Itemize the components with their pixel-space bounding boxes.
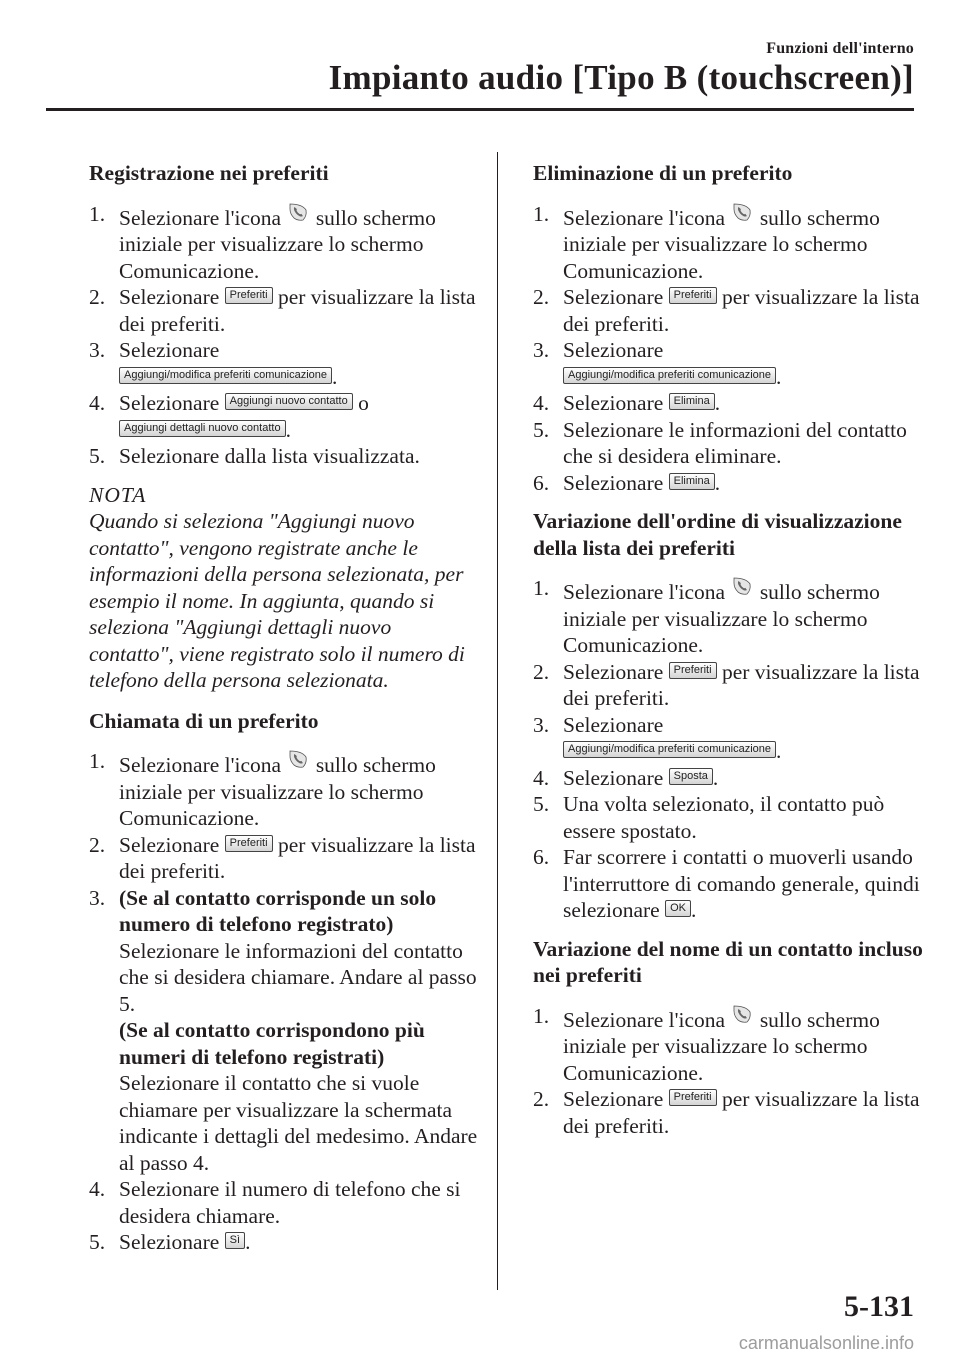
step-number: 5. bbox=[533, 792, 550, 816]
step-text: Far scorrere i contatti o muoverli usando l'interruttore di comando generale, quindi selezionare bbox=[563, 845, 920, 922]
step-text: . bbox=[776, 739, 782, 763]
step-number: 3. bbox=[533, 712, 550, 737]
si-button: Sì bbox=[225, 1232, 245, 1249]
step-number: 5. bbox=[89, 1230, 106, 1254]
step-number: 2. bbox=[89, 285, 106, 309]
elimina-button: Elimina bbox=[669, 473, 715, 490]
section-title-variazione-nome: Variazione del nome di un contatto incluso nei preferiti bbox=[533, 936, 923, 987]
step-text: Selezionare dalla lista visualizzata. bbox=[119, 444, 420, 468]
step-text: Selezionare le informazioni del contatto che si desidera chiamare. Andare al passo 5. bbox=[119, 938, 477, 1016]
left-column bbox=[89, 160, 479, 1256]
note-label: NOTA bbox=[89, 482, 147, 507]
phone-icon bbox=[731, 201, 753, 223]
step-text: Selezionare bbox=[119, 391, 225, 415]
step-item bbox=[89, 201, 479, 285]
step-text: Selezionare bbox=[119, 1230, 225, 1254]
step-item bbox=[89, 443, 479, 470]
header-divider bbox=[46, 108, 914, 111]
step-number: 4. bbox=[89, 391, 106, 415]
step-text: Selezionare l'icona bbox=[563, 205, 731, 230]
step-text: Selezionare bbox=[563, 338, 664, 362]
step-number: 3. bbox=[89, 885, 106, 910]
step-text: sullo schermo iniziale per visualizzare lo schermo Comunicazione. bbox=[119, 753, 436, 830]
aggiungi-dettagli-nuovo-contatto-button: Aggiungi dettagli nuovo contatto bbox=[119, 420, 286, 437]
step-text: sullo schermo iniziale per visualizzare lo schermo Comunicazione. bbox=[119, 205, 436, 283]
preferiti-button: Preferiti bbox=[669, 287, 717, 304]
step-number: 1. bbox=[533, 1003, 550, 1028]
step-item bbox=[533, 1003, 923, 1087]
step-text: . bbox=[776, 364, 782, 389]
step-item bbox=[533, 659, 923, 712]
step-number: 4. bbox=[533, 765, 550, 790]
step-text: . bbox=[690, 898, 697, 922]
step-item bbox=[533, 390, 923, 417]
step-number: 5. bbox=[89, 444, 106, 468]
step-text: sullo schermo iniziale per visualizzare lo schermo Comunicazione. bbox=[563, 580, 880, 657]
step-number: 3. bbox=[89, 338, 106, 362]
step-text: Selezionare il contatto che si vuole chiamare per visualizzare la schermata indicante i dettagli del medesimo. Andare al passo 4. bbox=[119, 1071, 478, 1175]
step-text: . bbox=[285, 417, 291, 442]
step-text: Selezionare bbox=[563, 470, 669, 495]
preferiti-button: Preferiti bbox=[669, 662, 717, 679]
step-text: Selezionare bbox=[119, 832, 225, 857]
preferiti-button: Preferiti bbox=[225, 287, 273, 304]
step-number: 2. bbox=[89, 832, 106, 857]
step-text: Selezionare l'icona bbox=[563, 1007, 731, 1032]
elimina-button: Elimina bbox=[669, 393, 715, 410]
step-text: Una volta selezionato, il contatto può essere spostato. bbox=[563, 792, 885, 843]
step-text: Selezionare l'icona bbox=[119, 753, 287, 777]
step-item bbox=[533, 844, 923, 924]
phone-icon bbox=[287, 748, 309, 770]
step-item bbox=[533, 284, 923, 337]
step-number: 1. bbox=[533, 576, 550, 600]
right-column bbox=[533, 160, 923, 1139]
step-item bbox=[533, 470, 923, 497]
preferiti-button: Preferiti bbox=[225, 835, 273, 852]
step-item bbox=[89, 885, 479, 1177]
step-number: 2. bbox=[533, 285, 550, 309]
watermark: carmanualsonline.info bbox=[738, 1333, 914, 1353]
step-text: Selezionare bbox=[119, 285, 225, 309]
step-text: o bbox=[352, 391, 369, 415]
step-item bbox=[533, 417, 923, 470]
step-text: per visualizzare la lista dei preferiti. bbox=[563, 285, 920, 336]
step-number: 6. bbox=[533, 845, 550, 869]
step-number: 4. bbox=[89, 1177, 106, 1201]
step-text: Selezionare bbox=[563, 1087, 669, 1111]
step-text: Selezionare bbox=[563, 285, 669, 309]
preferiti-button: Preferiti bbox=[669, 1089, 717, 1106]
aggiungi-nuovo-contatto-button: Aggiungi nuovo contatto bbox=[225, 393, 353, 410]
step-item bbox=[89, 832, 479, 885]
step-item bbox=[89, 1176, 479, 1229]
step-text: sullo schermo iniziale per visualizzare lo schermo Comunicazione. bbox=[563, 205, 880, 283]
step-number: 6. bbox=[533, 470, 550, 495]
step-text: Selezionare bbox=[563, 659, 669, 684]
step-item bbox=[533, 791, 923, 844]
step-condition: (Se al contatto corrisponde un solo numero di telefono registrato) bbox=[119, 885, 437, 936]
step-text: Selezionare l'icona bbox=[119, 205, 287, 230]
step-number: 4. bbox=[533, 391, 550, 415]
step-number: 2. bbox=[533, 659, 550, 684]
step-number: 5. bbox=[533, 417, 550, 442]
page-title: Impianto audio [Tipo B (touchscreen)] bbox=[328, 58, 914, 97]
phone-icon bbox=[731, 575, 753, 597]
phone-icon bbox=[731, 1003, 753, 1025]
step-number: 1. bbox=[533, 201, 550, 226]
step-text: Selezionare il numero di telefono che si desidera chiamare. bbox=[119, 1177, 461, 1228]
column-divider bbox=[497, 152, 498, 1290]
step-item bbox=[89, 390, 479, 443]
aggiungi-modifica-preferiti-button: Aggiungi/modifica preferiti comunicazione bbox=[563, 741, 776, 758]
step-item bbox=[533, 575, 923, 659]
aggiungi-modifica-preferiti-button: Aggiungi/modifica preferiti comunicazione bbox=[563, 367, 776, 384]
section-title-eliminazione: Eliminazione di un preferito bbox=[533, 161, 793, 185]
step-item bbox=[89, 748, 479, 832]
step-number: 1. bbox=[89, 201, 106, 226]
step-text: . bbox=[245, 1230, 251, 1254]
step-item bbox=[89, 337, 479, 390]
phone-icon bbox=[287, 201, 309, 223]
step-text: per visualizzare la lista dei preferiti. bbox=[119, 832, 476, 883]
step-text: Selezionare le informazioni del contatto che si desidera eliminare. bbox=[563, 417, 907, 468]
step-text: per visualizzare la lista dei preferiti. bbox=[563, 659, 920, 710]
step-item bbox=[533, 337, 923, 390]
step-item bbox=[533, 765, 923, 792]
step-text: Selezionare bbox=[563, 765, 669, 790]
step-number: 2. bbox=[533, 1087, 550, 1111]
step-text: . bbox=[714, 391, 721, 415]
section-title-chiamata: Chiamata di un preferito bbox=[89, 708, 319, 733]
step-item bbox=[89, 284, 479, 337]
step-number: 1. bbox=[89, 749, 106, 773]
step-text: per visualizzare la lista dei preferiti. bbox=[119, 285, 476, 336]
aggiungi-modifica-preferiti-button: Aggiungi/modifica preferiti comunicazione bbox=[119, 367, 332, 384]
step-condition: (Se al contatto corrispondono più numeri di telefono registrati) bbox=[119, 1018, 425, 1069]
step-text: Selezionare l'icona bbox=[563, 580, 731, 604]
header-section-label: Funzioni dell'interno bbox=[766, 40, 914, 57]
step-text: . bbox=[714, 470, 721, 495]
step-item bbox=[533, 1086, 923, 1139]
step-text: Selezionare bbox=[563, 391, 669, 415]
step-text: sullo schermo iniziale per visualizzare lo schermo Comunicazione. bbox=[563, 1007, 880, 1085]
step-item bbox=[533, 712, 923, 765]
step-text: . bbox=[712, 765, 719, 790]
section-title-variazione-ordine: Variazione dell'ordine di visualizzazione della lista dei preferiti bbox=[533, 509, 902, 560]
step-text: per visualizzare la lista dei preferiti. bbox=[563, 1087, 920, 1138]
sposta-button: Sposta bbox=[669, 768, 713, 785]
note-text: Quando si seleziona "Aggiungi nuovo contatto", vengono registrate anche le informazioni della persona selezionata, per esempio il nome. In aggiunta, quando si seleziona "Aggiungi dettagli nuovo contatto", viene registrato solo il numero di telefono della persona selezionata. bbox=[89, 509, 465, 692]
step-number: 3. bbox=[533, 338, 550, 362]
step-text: . bbox=[332, 364, 338, 389]
step-item bbox=[533, 201, 923, 285]
ok-button: OK bbox=[665, 900, 691, 917]
step-text: Selezionare bbox=[119, 338, 220, 362]
page-number: 5-131 bbox=[844, 1290, 914, 1323]
section-title-registrazione: Registrazione nei preferiti bbox=[89, 161, 329, 185]
step-text: Selezionare bbox=[563, 712, 664, 737]
step-item bbox=[89, 1229, 479, 1256]
